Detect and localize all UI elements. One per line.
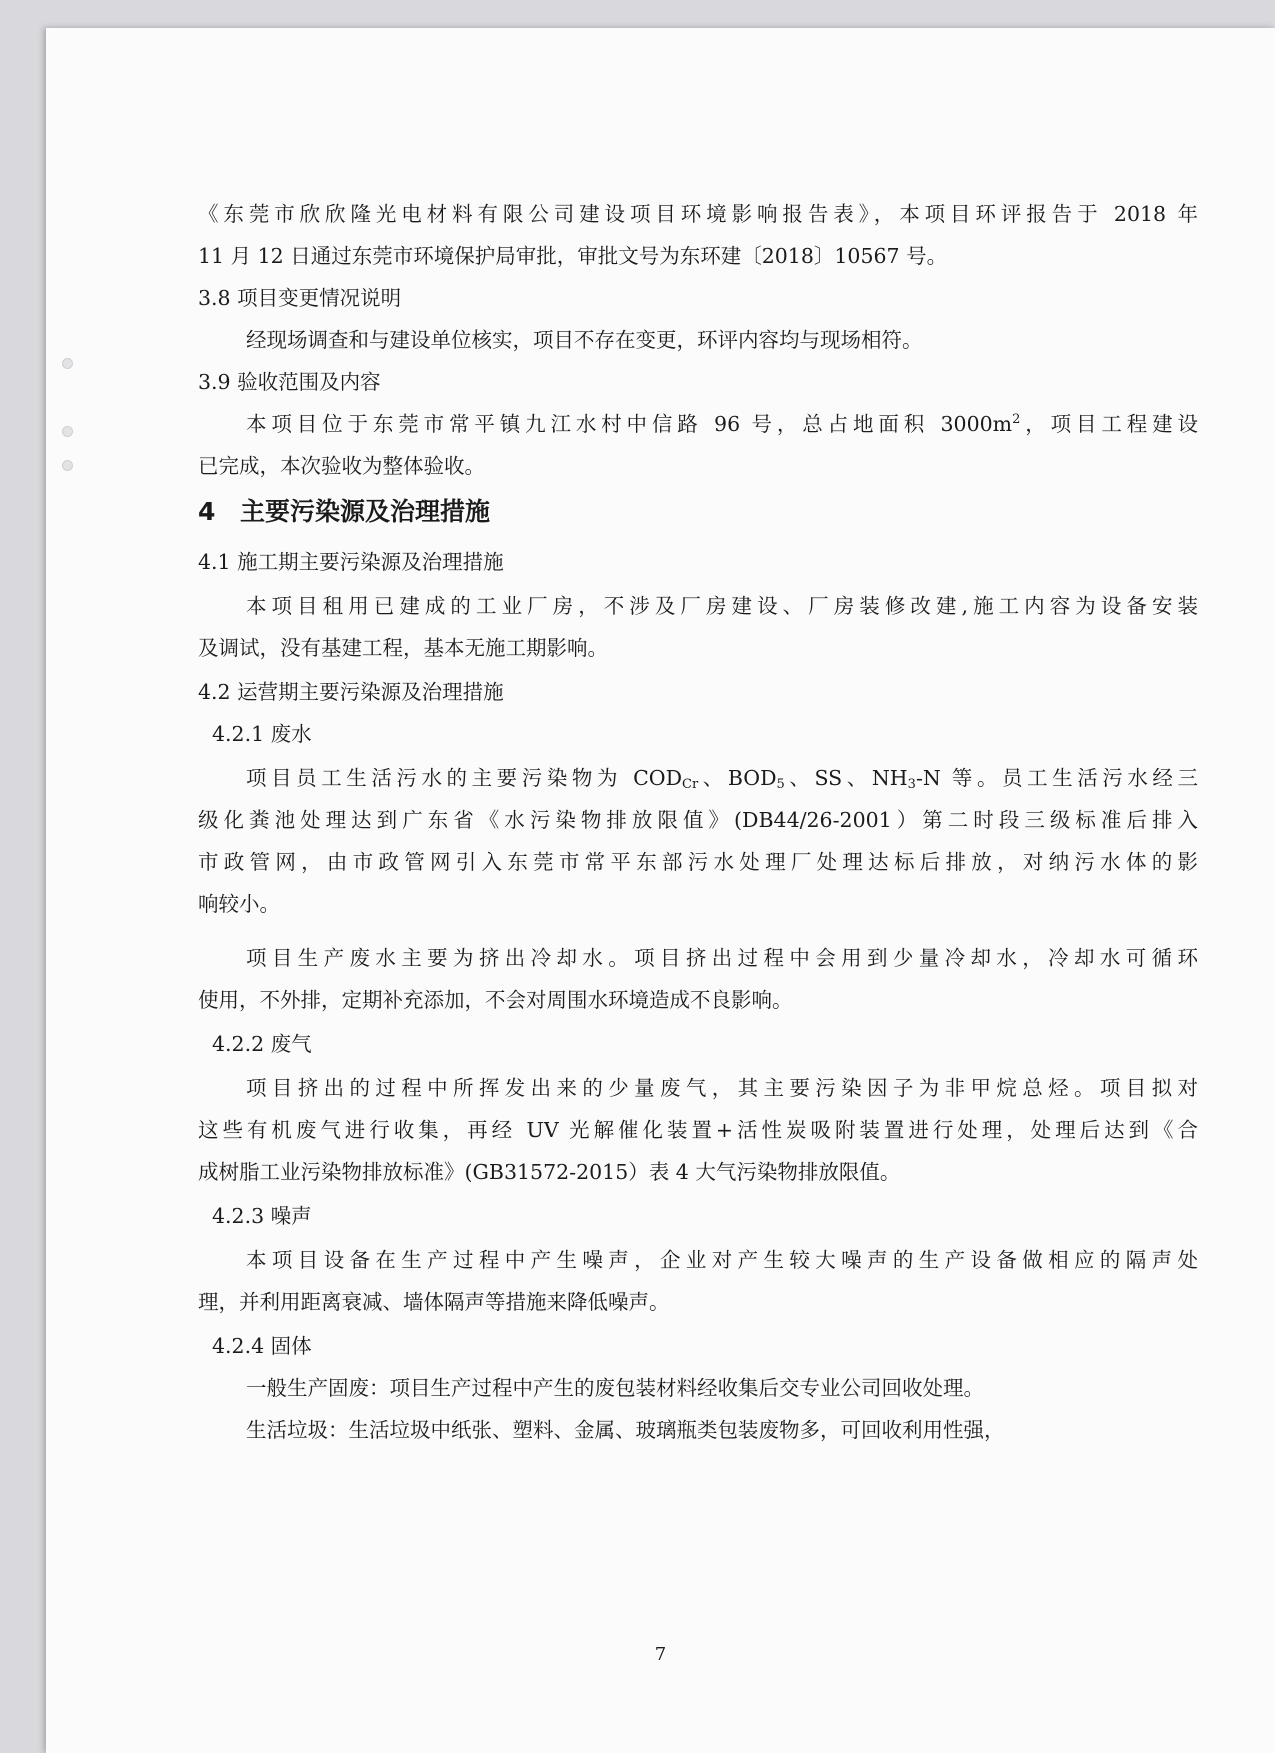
paragraph-line: 一般生产固废：项目生产过程中产生的废包装材料经收集后交专业公司回收处理。 [246, 1376, 984, 1400]
text-run: 、SS、NH [784, 766, 908, 790]
paragraph-line: 本项目设备在生产过程中产生噪声，企业对产生较大噪声的生产设备做相应的隔声处 [246, 1248, 1198, 1272]
paragraph-line: 11 月 12 日通过东莞市环境保护局审批，审批文号为东环建〔2018〕10567 号。 [198, 244, 948, 268]
paragraph-line [246, 764, 1198, 792]
paragraph-line: 项目挤出的过程中所挥发出来的少量废气，其主要污染因子为非甲烷总烃。项目拟对 [246, 1076, 1198, 1100]
paragraph-line: 级化粪池处理达到广东省《水污染物排放限值》(DB44/26-2001）第二时段三级标准后排入 [198, 808, 1198, 832]
text-run: 项目员工生活污水的主要污染物为 COD [246, 766, 683, 790]
punch-hole [62, 460, 73, 471]
text-run: 本项目位于东莞市常平镇九江水村中信路 96 号，总占地面积 3000m [246, 412, 1013, 436]
text-run: 、BOD [698, 766, 777, 790]
paragraph-line: 使用，不外排，定期补充添加，不会对周围水环境造成不良影响。 [198, 988, 793, 1012]
paragraph-line: 这些有机废气进行收集，再经 UV 光解催化装置+活性炭吸附装置进行处理，处理后达到《合 [198, 1118, 1198, 1142]
paragraph-line: 响较小。 [198, 892, 280, 916]
subscript: 5 [776, 777, 785, 792]
subsection-heading-4-2-1: 4.2.1 废水 [212, 722, 312, 746]
superscript: 2 [1012, 412, 1021, 428]
paragraph-line: 经现场调查和与建设单位核实，项目不存在变更，环评内容均与现场相符。 [246, 328, 923, 352]
subsection-heading-4-2-3: 4.2.3 噪声 [212, 1204, 312, 1228]
text-run: ，项目工程建设 [1020, 412, 1198, 436]
punch-hole [62, 358, 73, 369]
paragraph-line: 本项目租用已建成的工业厂房，不涉及厂房建设、厂房装修改建,施工内容为设备安装 [246, 594, 1198, 618]
section-heading-3-9: 3.9 验收范围及内容 [198, 370, 381, 394]
subscript: 3 [907, 777, 916, 792]
subscript: Cr [682, 777, 699, 792]
text-run: -N 等。员工生活污水经三 [915, 766, 1199, 790]
paragraph-line: 生活垃圾：生活垃圾中纸张、塑料、金属、玻璃瓶类包装废物多，可回收利用性强， [246, 1418, 1005, 1442]
section-heading-4-1: 4.1 施工期主要污染源及治理措施 [198, 550, 504, 574]
paragraph-line [246, 410, 1198, 438]
paragraph-line: 及调试，没有基建工程，基本无施工期影响。 [198, 636, 608, 660]
paragraph-line: 市政管网，由市政管网引入东莞市常平东部污水处理厂处理达标后排放，对纳污水体的影 [198, 850, 1198, 874]
paragraph-line: 已完成，本次验收为整体验收。 [198, 454, 485, 478]
paragraph-line: 成树脂工业污染物排放标准》(GB31572-2015）表 4 大气污染物排放限值。 [198, 1160, 901, 1184]
chapter-number: 4 [198, 497, 216, 526]
punch-hole [62, 426, 73, 437]
section-heading-3-8: 3.8 项目变更情况说明 [198, 286, 402, 310]
paragraph-line: 项目生产废水主要为挤出冷却水。项目挤出过程中会用到少量冷却水，冷却水可循环 [246, 946, 1198, 970]
document-page [46, 28, 1275, 1753]
subsection-heading-4-2-2: 4.2.2 废气 [212, 1032, 312, 1056]
paragraph-line: 理，并利用距离衰减、墙体隔声等措施来降低噪声。 [198, 1290, 670, 1314]
section-heading-4-2: 4.2 运营期主要污染源及治理措施 [198, 680, 504, 704]
subsection-heading-4-2-4: 4.2.4 固体 [212, 1334, 312, 1358]
paragraph-line: 《东莞市欣欣隆光电材料有限公司建设项目环境影响报告表》，本项目环评报告于 2018 年 [198, 202, 1198, 226]
chapter-heading-4 [198, 498, 490, 526]
chapter-title: 主要污染源及治理措施 [240, 497, 491, 526]
page-number: 7 [654, 1644, 667, 1665]
